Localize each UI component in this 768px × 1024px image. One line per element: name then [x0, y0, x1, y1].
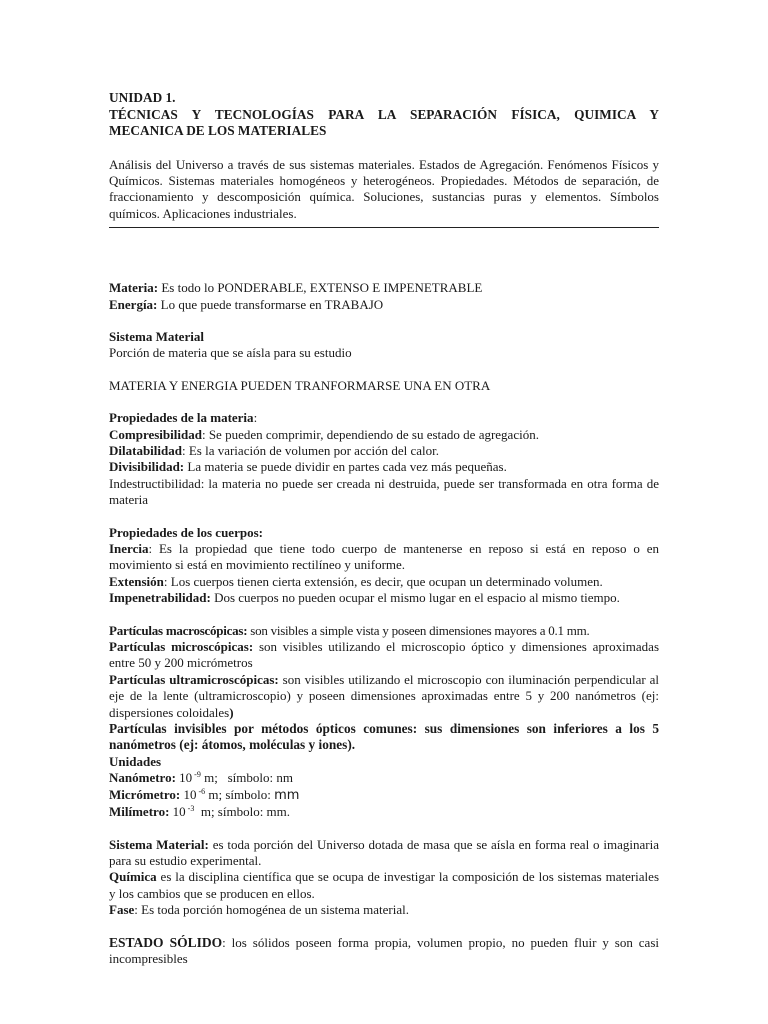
propiedades-materia-block — [109, 410, 659, 508]
base-micrometro: 10 — [180, 786, 197, 802]
exp-micrometro: -6 — [196, 786, 206, 796]
text-macro: son visibles a simple vista y poseen dimensiones mayores a 0.1 mm. — [247, 622, 590, 638]
prop-indestructibilidad: Indestructibilidad: la materia no puede ser creada ni destruida, puede ser transformada en otra forma de materia — [109, 475, 659, 508]
text-ultra: son visibles utilizando el microscopio con iluminación perpendicular al eje de la lente (ultramicroscopio) y poseen dimensiones aproximadas entre 5 y 200 nanómetros (ej: dispersiones coloidales — [109, 671, 659, 720]
prop-dilatabilidad — [109, 443, 659, 459]
symbol-micrometro: m — [274, 787, 287, 803]
particulas-ultra — [109, 672, 659, 721]
prop-compresibilidad — [109, 427, 659, 443]
rest-milimetro: m; símbolo: mm. — [194, 804, 291, 820]
text-compresibilidad: : Se pueden comprimir, dependiendo de su estado de agregación. — [201, 426, 539, 442]
text-quimica: es la disciplina científica que se ocupa de investigar la composición de los sistemas materiales y los cambios que se producen en ellos. — [109, 869, 659, 901]
symbol2-micrometro: m — [286, 787, 300, 803]
separator-line — [109, 227, 659, 228]
unit-heading-line1: TÉCNICAS Y TECNOLOGÍAS PARA LA SEPARACIÓN FÍSICA, QUIMICA Y — [109, 106, 659, 122]
propiedades-materia-title-colon: : — [253, 410, 258, 426]
term-dilatabilidad: Dilatabilidad — [109, 442, 182, 458]
text-divisibilidad: La materia se puede dividir en partes cada vez más pequeñas. — [184, 459, 507, 475]
text-energia: Lo que puede transformarse en TRABAJO — [157, 296, 384, 312]
text-estado-solido: : los sólidos poseen forma propia, volumen propio, no pueden fluir y son casi incompresibles — [109, 934, 659, 966]
term-energia: Energía: — [109, 296, 158, 312]
term-materia: Materia: — [109, 280, 159, 296]
particulas-invisibles: Partículas invisibles por métodos ópticos comunes: sus dimensiones son inferiores a los 5 nanómetros (ej: átomos, moléculas y iones). — [109, 721, 659, 753]
concepto-quimica — [109, 869, 659, 902]
term-milimetro: Milímetro: — [109, 804, 170, 820]
text-extension: : Los cuerpos tienen cierta extensión, es decir, que ocupan un determinado volumen. — [163, 573, 603, 589]
sistema-material-text: Porción de materia que se aísla para su estudio — [109, 345, 352, 361]
propiedades-cuerpos-title: Propiedades de los cuerpos: — [109, 524, 263, 540]
exp-nanometro: -9 — [192, 770, 201, 780]
text-sistema-material: es toda porción del Universo dotada de masa que se aísla en forma real o imaginaria para su estudio experimental. — [109, 836, 659, 868]
unidad-micrometro — [109, 787, 659, 804]
document-body — [109, 90, 659, 967]
prop-divisibilidad — [109, 459, 659, 475]
term-micrometro: Micrómetro: — [109, 786, 181, 802]
sistema-material-title: Sistema Material — [109, 328, 204, 344]
text-dilatabilidad: : Es la variación de volumen por acción del calor. — [181, 442, 439, 458]
text-impenetrabilidad: Dos cuerpos no pueden ocupar el mismo lugar en el espacio al mismo tiempo. — [210, 590, 620, 606]
definitions-block — [109, 280, 659, 313]
def-materia — [109, 280, 659, 296]
unit-title: UNIDAD 1. — [109, 90, 176, 105]
particulas-micro — [109, 639, 659, 672]
prop-extension — [109, 574, 659, 590]
def-energia — [109, 297, 659, 313]
term-ultra: Partículas ultramicroscópicas: — [109, 671, 279, 687]
prop-impenetrabilidad — [109, 590, 659, 606]
rest-nanometro: m; símbolo: nm — [200, 770, 293, 786]
unit-intro: Análisis del Universo a través de sus sistemas materiales. Estados de Agregación. Fenómenos Físicos y Químicos. Sistemas materiales homogéneos y heterogéneos. Propiedades. Métodos de separación, de fraccionamiento y descomposición química. Soluciones, sustancias puras y elementos. Símbolos químicos. Aplicaciones industriales. — [109, 156, 659, 221]
term-sistema-material: Sistema Material: — [109, 836, 209, 852]
estado-solido — [109, 935, 659, 968]
rest-micrometro: m; símbolo: — [205, 786, 275, 802]
unidad-nanometro — [109, 770, 659, 786]
sistema-material-block — [109, 329, 659, 362]
conceptos-block — [109, 837, 659, 919]
particulas-block — [109, 623, 659, 754]
propiedades-materia-title — [109, 410, 659, 426]
term-compresibilidad: Compresibilidad — [109, 426, 202, 442]
materia-energia-statement: MATERIA Y ENERGIA PUEDEN TRANFORMARSE UNA EN OTRA — [109, 377, 491, 393]
unidad-milimetro — [109, 804, 659, 820]
concepto-fase — [109, 902, 659, 918]
term-nanometro: Nanómetro: — [109, 770, 176, 786]
term-divisibilidad: Divisibilidad: — [109, 459, 185, 475]
prop-inercia — [109, 541, 659, 574]
unidades-title: Unidades — [109, 753, 162, 769]
term-estado-solido: ESTADO SÓLIDO — [109, 934, 223, 950]
propiedades-materia-title-text: Propiedades de la materia — [109, 410, 254, 426]
term-macro: Partículas macroscópicas: — [109, 622, 248, 638]
term-inercia: Inercia — [109, 541, 149, 556]
exp-milimetro: -3 — [185, 804, 195, 814]
unit-heading-line2: MECANICA DE LOS MATERIALES — [109, 123, 327, 138]
text-inercia: : Es la propiedad que tiene todo cuerpo de mantenerse en reposo si está en reposo o en movimiento si está en movimiento rectilíneo y uniforme. — [109, 541, 659, 573]
text-materia: Es todo lo PONDERABLE, EXTENSO E IMPENETRABLE — [158, 280, 483, 296]
term-extension: Extensión — [109, 573, 164, 589]
propiedades-cuerpos-block — [109, 525, 659, 607]
unidades-block — [109, 754, 659, 821]
text-fase: : Es toda porción homogénea de un sistema material. — [134, 902, 410, 918]
term-quimica: Química — [109, 869, 157, 885]
term-micro: Partículas microscópicas: — [109, 639, 254, 655]
ultra-close-paren: ) — [229, 704, 234, 720]
text-micro: son visibles utilizando el microscopio óptico y dimensiones aproximadas entre 50 y 200 micrómetros — [109, 639, 660, 671]
term-fase: Fase — [109, 902, 135, 918]
base-nanometro: 10 — [175, 770, 193, 786]
term-impenetrabilidad: Impenetrabilidad: — [109, 590, 211, 606]
particulas-macro — [109, 623, 659, 639]
concepto-sistema-material — [109, 837, 659, 870]
base-milimetro: 10 — [169, 804, 186, 820]
